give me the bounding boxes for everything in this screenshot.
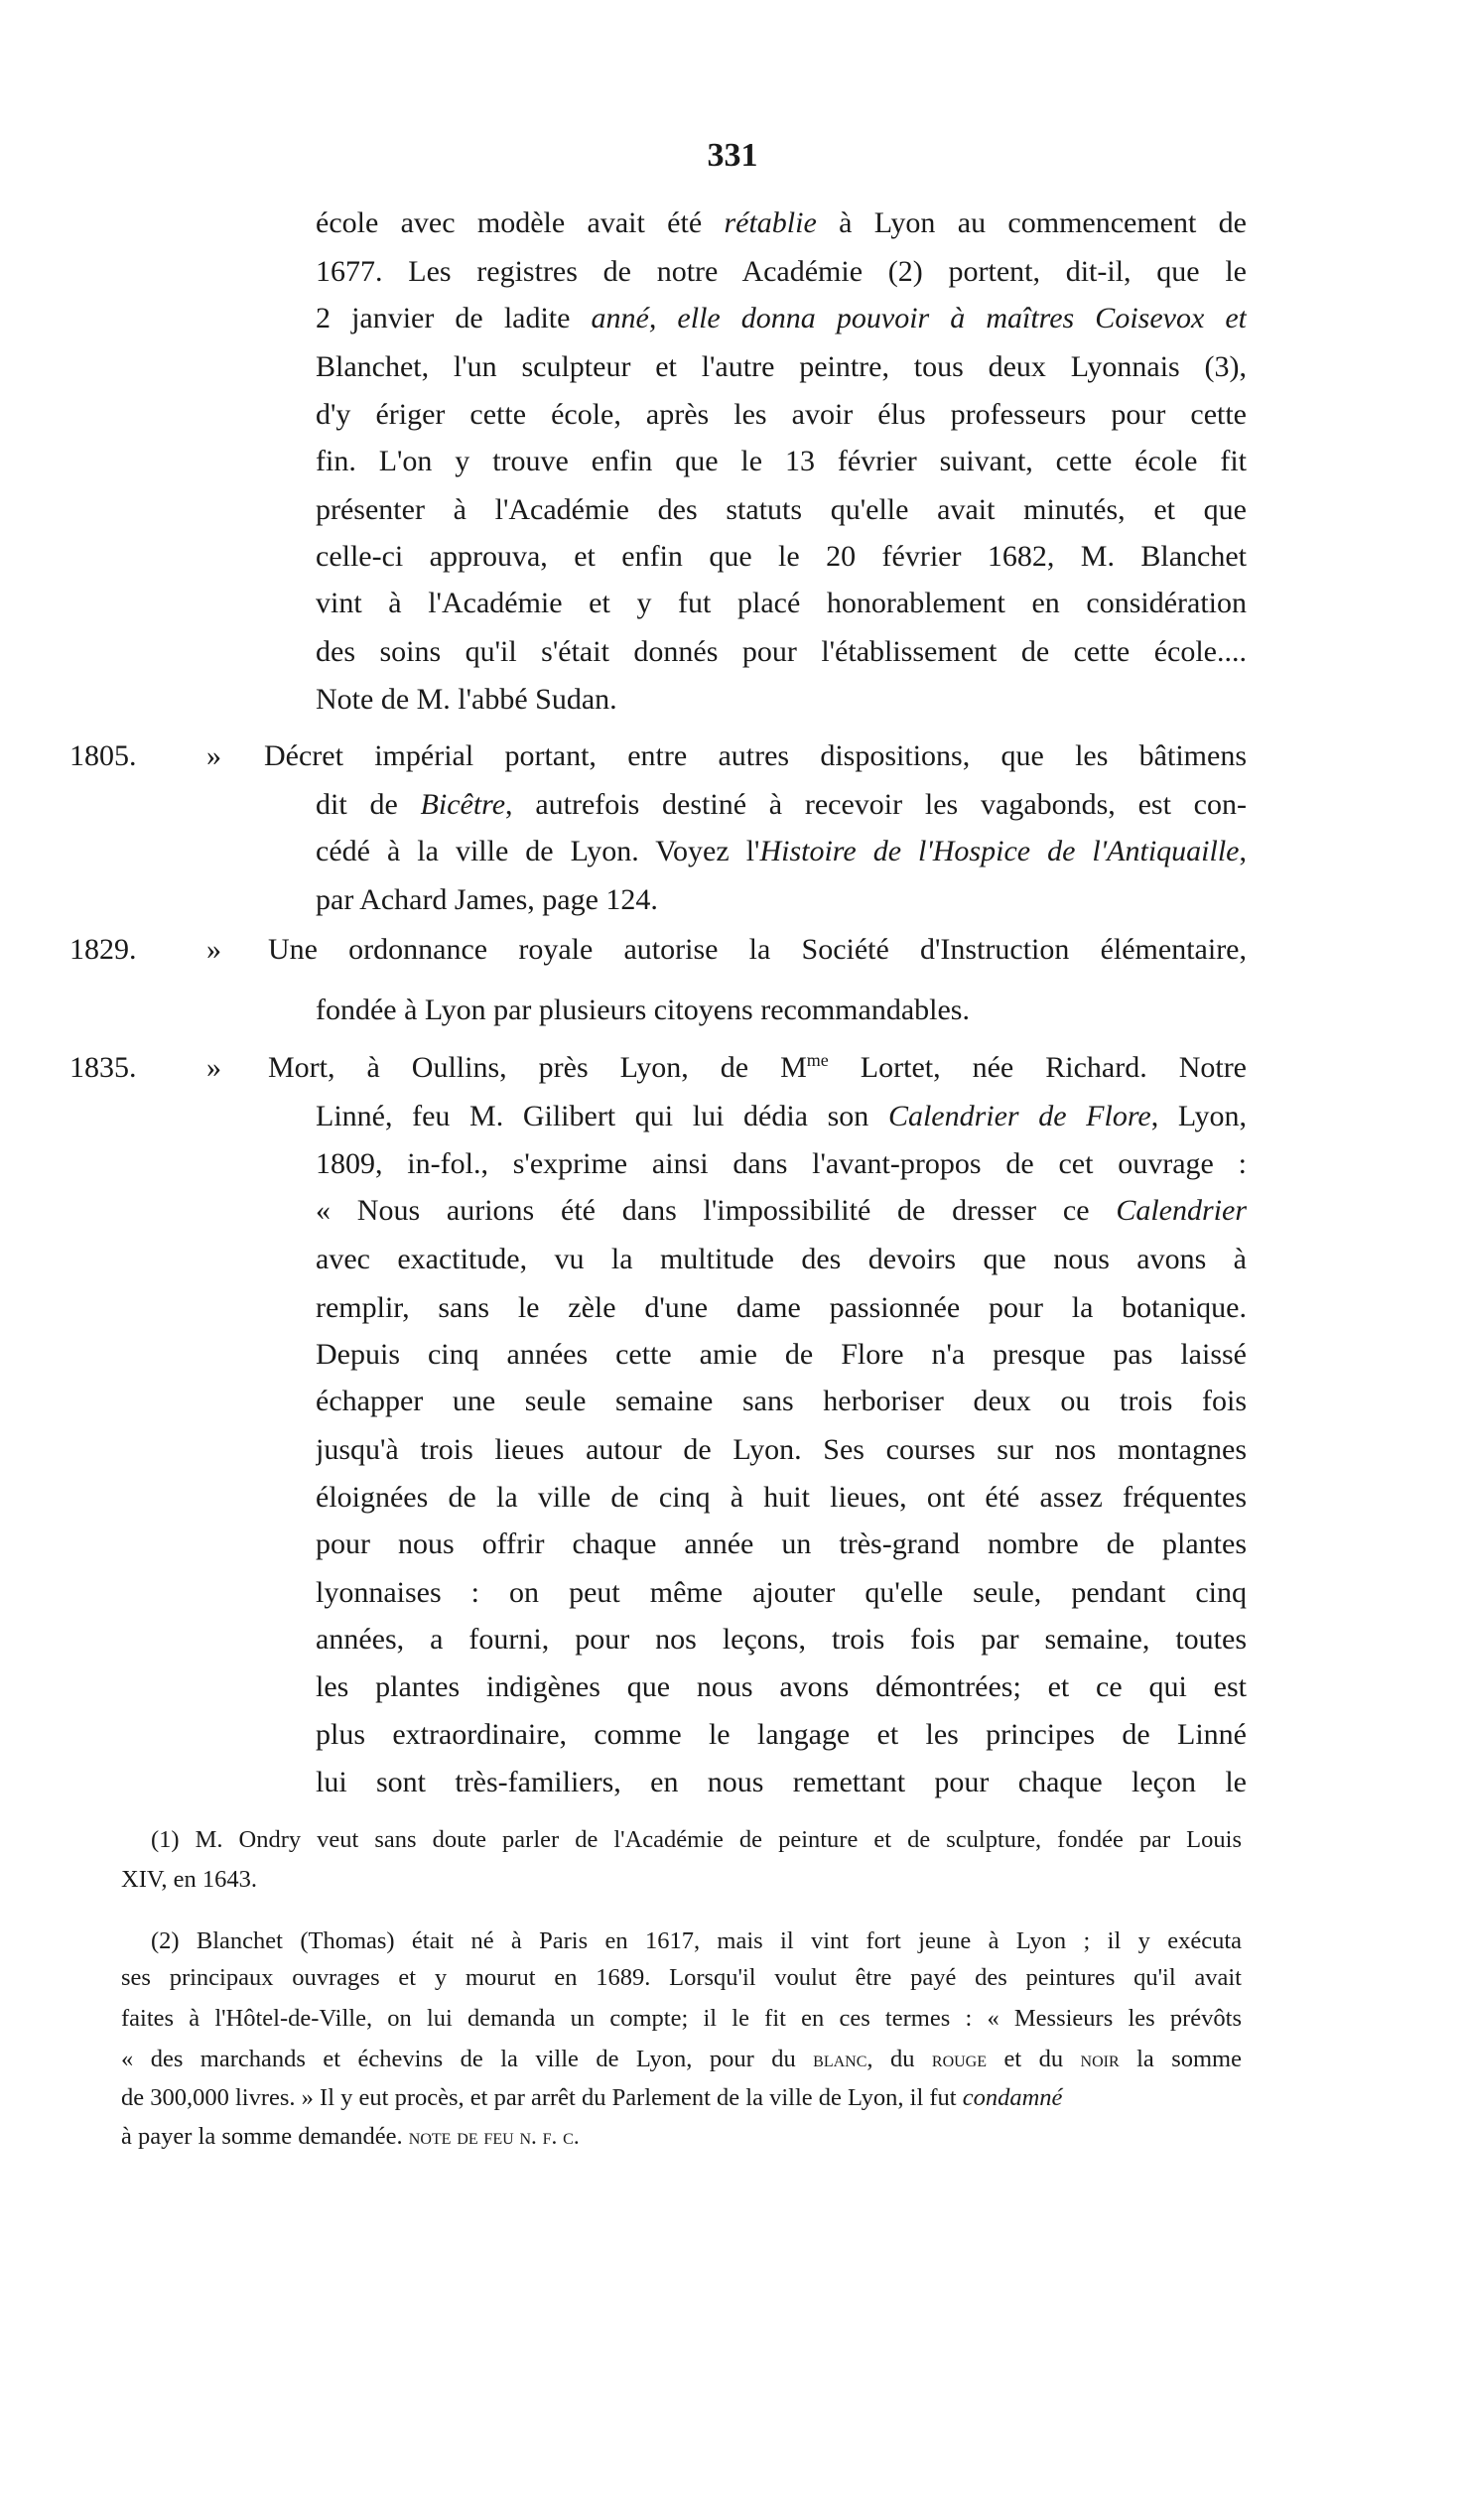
entry-year: 1835. <box>69 1051 137 1085</box>
text-line <box>316 299 1247 338</box>
text-segment: lui sont très-familiers, en nous remettant pour chaque leçon le <box>316 1765 1247 1798</box>
text-segment: d'y ériger cette école, après les avoir élus professeurs pour cette <box>316 397 1247 431</box>
page-number: 331 <box>707 137 758 174</box>
text-line <box>316 1715 1247 1755</box>
text-line <box>121 2120 1242 2154</box>
text-line <box>316 832 1247 871</box>
text-line <box>316 1763 1247 1802</box>
text-line <box>268 930 1247 970</box>
text-line <box>316 1335 1247 1375</box>
text-line <box>121 2043 1242 2076</box>
text-line <box>316 1667 1247 1707</box>
text-segment: pour nous offrir chaque année un très-grand nombre de plantes <box>316 1526 1247 1560</box>
text-line <box>316 1478 1247 1518</box>
text-line <box>316 584 1247 623</box>
text-segment: rétablie <box>724 206 817 240</box>
text-segment: par Achard James, page 124. <box>316 882 658 916</box>
text-line <box>316 395 1247 435</box>
text-segment: condamné <box>962 2083 1063 2111</box>
text-segment: noir <box>1080 2046 1120 2072</box>
text-line <box>316 1097 1247 1136</box>
text-line <box>151 1823 1242 1857</box>
text-segment: jusqu'à trois lieues autour de Lyon. Ses courses sur nos montagnes <box>316 1433 1247 1467</box>
text-line <box>316 1430 1247 1470</box>
text-segment: années, a fourni, pour nos leçons, trois fois par semaine, toutes <box>316 1623 1247 1657</box>
text-segment: blanc <box>813 2046 867 2072</box>
text-segment: école avec modèle avait été <box>316 206 725 240</box>
text-segment: (2) Blanchet (Thomas) était né à Paris en 1617, mais il vint fort jeune à Lyon ; il y exécuta <box>151 1926 1242 1954</box>
text-line <box>316 1620 1247 1659</box>
entry-year: 1805. <box>69 738 137 772</box>
text-line <box>316 632 1247 672</box>
text-line <box>316 1573 1247 1613</box>
text-segment: , Lyon, <box>1150 1100 1247 1133</box>
text-segment: vint à l'Académie et y fut placé honorablement en considération <box>316 587 1247 620</box>
text-segment: anné, elle donna pouvoir à maîtres Coisevox et <box>591 302 1247 335</box>
text-segment: fin. L'on y trouve enfin que le 13 février suivant, cette école fit <box>316 444 1247 477</box>
text-line <box>316 203 1247 243</box>
text-segment: et du <box>987 2045 1081 2072</box>
text-line <box>316 1382 1247 1421</box>
text-segment: 2 janvier de ladite <box>316 302 592 335</box>
text-segment: fondée à Lyon par plusieurs citoyens recommandables. <box>316 993 970 1026</box>
text-segment: Histoire de l'Hospice de l'Antiquaille <box>759 834 1240 867</box>
text-segment: de 300,000 livres. » Il y eut procès, et par arrêt du Parlement de la ville de Lyon, il fut <box>121 2083 963 2111</box>
text-segment: « des marchands et échevins de la ville de Lyon, pour du <box>121 2045 814 2072</box>
text-line <box>316 490 1247 530</box>
text-segment: lyonnaises : on peut même ajouter qu'elle seule, pendant cinq <box>316 1575 1247 1609</box>
text-line <box>151 1924 1242 1958</box>
text-line <box>316 1191 1247 1231</box>
ditto-mark: » <box>206 738 221 772</box>
text-segment: cédé à la ville de Lyon. Voyez l' <box>316 834 760 867</box>
text-segment: Bicêtre <box>420 787 506 821</box>
text-line <box>316 347 1247 387</box>
text-segment: ses principaux ouvrages et y mourut en 1689. Lorsqu'il voulut être payé des peintures qu'il avait <box>121 1964 1242 1992</box>
text-segment: la somme <box>1119 2045 1242 2072</box>
entry-year: 1829. <box>69 933 137 967</box>
text-segment: 1809, in-fol., s'exprime ainsi dans l'avant-propos de cet ouvrage : <box>316 1146 1247 1180</box>
text-segment: à Lyon au commencement de <box>816 206 1247 240</box>
text-segment: Calendrier <box>1116 1193 1247 1227</box>
text-segment: Note de M. l'abbé Sudan. <box>316 682 617 716</box>
text-segment: Mort, à Oullins, près Lyon, de M <box>268 1051 807 1085</box>
text-line <box>316 1144 1247 1184</box>
text-segment: , <box>1239 834 1247 867</box>
text-segment: Décret impérial portant, entre autres dispositions, que les bâtimens <box>264 738 1247 772</box>
text-line <box>316 880 1247 920</box>
text-segment: celle-ci approuva, et enfin que le 20 février 1682, M. Blanchet <box>316 540 1247 574</box>
text-segment: remplir, sans le zèle d'une dame passionnée pour la botanique. <box>316 1290 1247 1324</box>
text-line <box>268 1048 1247 1088</box>
text-line <box>316 442 1247 481</box>
text-line <box>316 991 1247 1030</box>
text-segment: XIV, en 1643. <box>121 1865 258 1893</box>
text-segment: éloignées de la ville de cinq à huit lieues, ont été assez fréquentes <box>316 1480 1247 1514</box>
text-line <box>121 1961 1242 1995</box>
text-segment: Linné, feu M. Gilibert qui lui dédia son <box>316 1100 888 1133</box>
text-line <box>121 2081 1242 2115</box>
text-line <box>316 1525 1247 1564</box>
text-segment: , du <box>866 2045 932 2072</box>
text-line <box>316 680 1247 720</box>
ditto-mark: » <box>206 933 221 967</box>
text-segment: à payer la somme demandée. <box>121 2122 409 2150</box>
text-segment: me <box>806 1050 829 1071</box>
text-segment: Une ordonnance royale autorise la Société d'Instruction élémentaire, <box>268 933 1247 967</box>
text-segment: dit de <box>316 787 421 821</box>
text-segment: échapper une seule semaine sans herboriser deux ou trois fois <box>316 1385 1247 1418</box>
text-segment: plus extraordinaire, comme le langage et les principes de Linné <box>316 1718 1247 1752</box>
text-line <box>316 1240 1247 1279</box>
ditto-mark: » <box>206 1051 221 1085</box>
text-segment: (1) M. Ondry veut sans doute parler de l'Académie de peinture et de sculpture, fondée par Louis <box>151 1826 1242 1854</box>
text-line <box>121 1863 1242 1897</box>
text-segment: 1677. Les registres de notre Académie (2) portent, dit-il, que le <box>316 255 1247 288</box>
text-line <box>316 1288 1247 1328</box>
text-segment: avec exactitude, vu la multitude des devoirs que nous avons à <box>316 1242 1247 1275</box>
text-segment: Blanchet, l'un sculpteur et l'autre peintre, tous deux Lyonnais (3), <box>316 350 1247 384</box>
text-segment: « Nous aurions été dans l'impossibilité de dresser ce <box>316 1193 1117 1227</box>
text-segment: faites à l'Hôtel-de-Ville, on lui demanda un compte; il le fit en ces termes : « Messieurs les prévôts <box>121 2004 1242 2032</box>
text-segment: des soins qu'il s'était donnés pour l'établissement de cette école.... <box>316 635 1247 669</box>
text-segment: note de feu n. f. c. <box>408 2123 580 2150</box>
text-line <box>316 537 1247 577</box>
text-segment: Lortet, née Richard. Notre <box>828 1051 1247 1085</box>
text-line <box>316 785 1247 825</box>
text-segment: Calendrier de Flore <box>887 1100 1151 1133</box>
text-line <box>316 252 1247 292</box>
text-segment: les plantes indigènes que nous avons démontrées; et ce qui est <box>316 1669 1247 1703</box>
text-line <box>121 2002 1242 2036</box>
text-segment: , autrefois destiné à recevoir les vagabonds, est con- <box>505 787 1247 821</box>
text-segment: présenter à l'Académie des statuts qu'elle avait minutés, et que <box>316 492 1247 526</box>
text-segment: Depuis cinq années cette amie de Flore n'a presque pas laissé <box>316 1338 1247 1372</box>
text-line <box>264 736 1247 776</box>
text-segment: rouge <box>931 2046 987 2072</box>
